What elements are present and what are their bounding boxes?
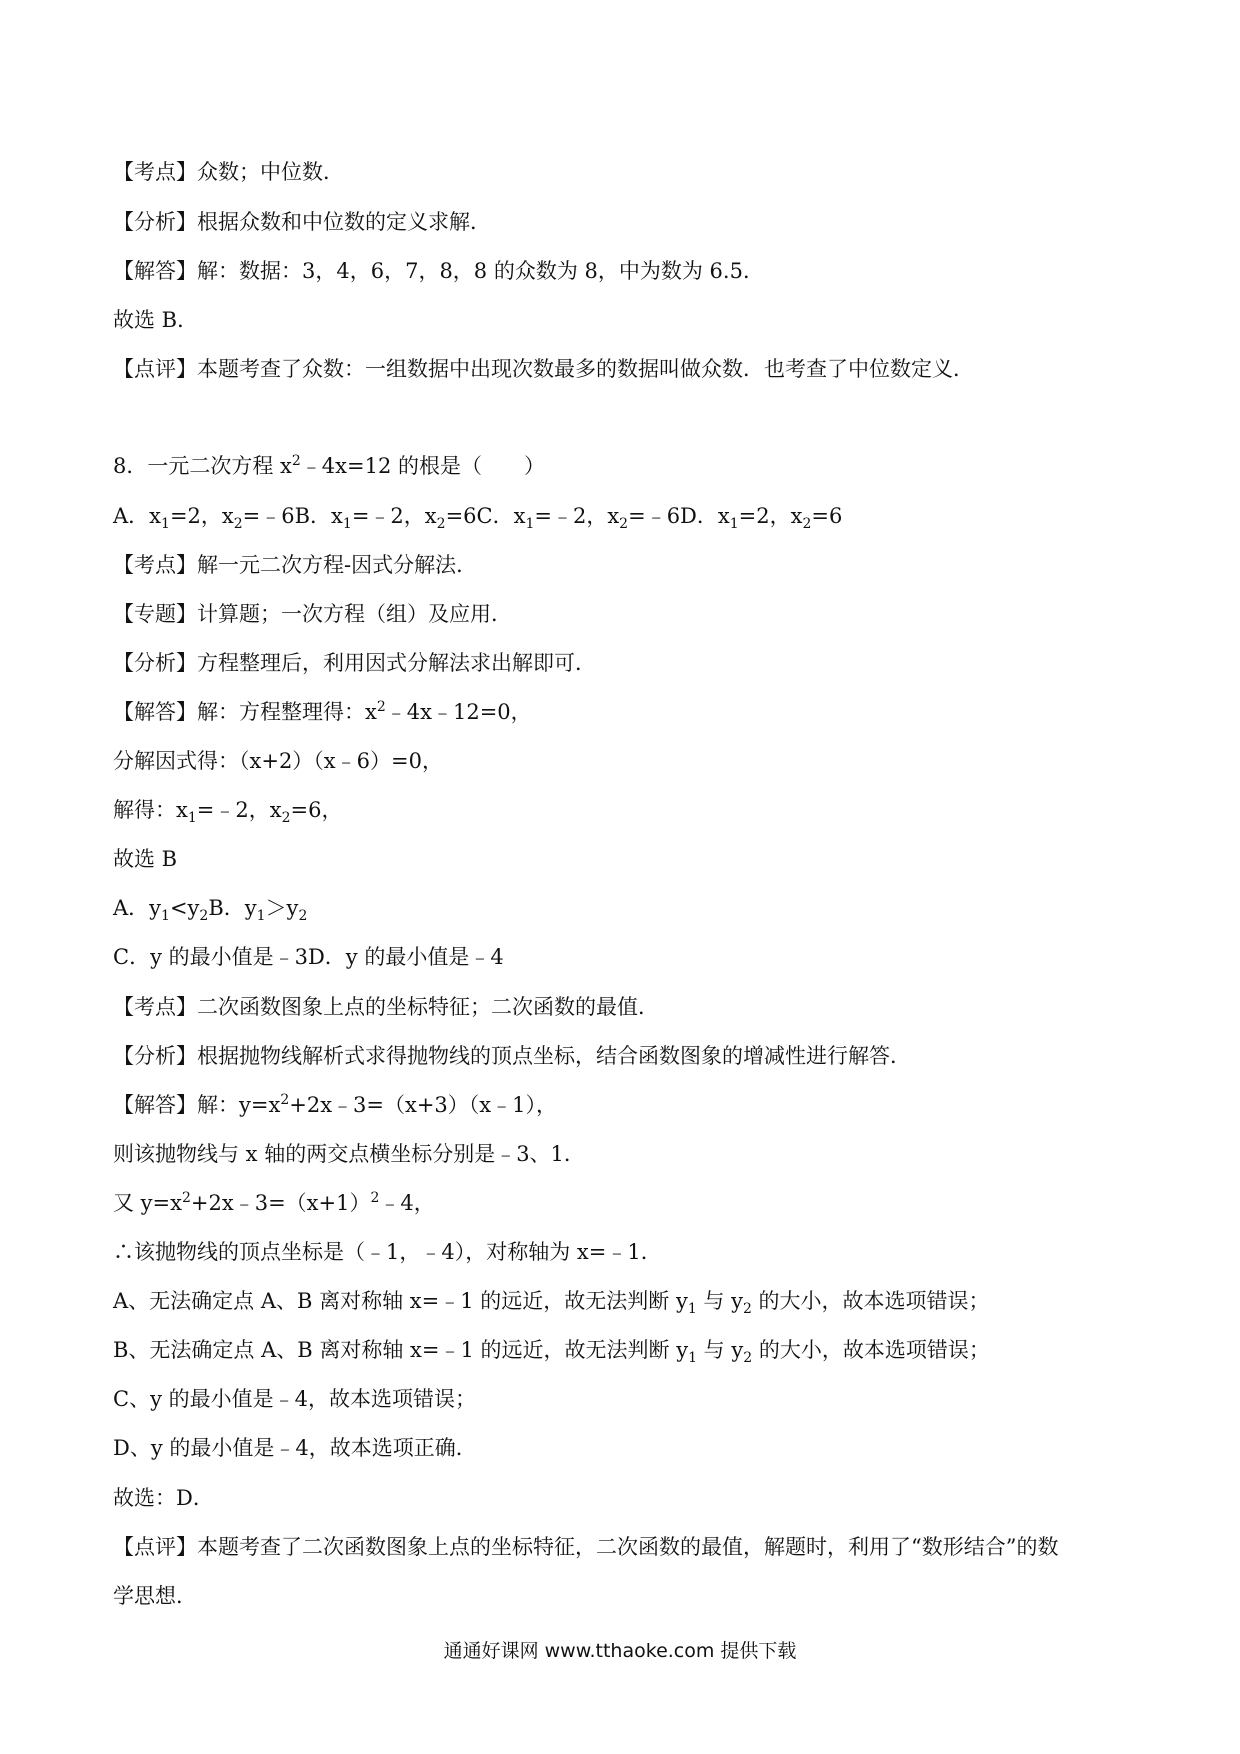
q9-you-c: ﹣4，	[379, 1191, 435, 1215]
q8-options	[113, 502, 843, 533]
q9-you-sup: 2	[181, 1190, 191, 1206]
q7-jieda-text: 【解答】解：数据：3，4，6，7，8，8 的众数为 8，中为数为 6.5．	[113, 259, 764, 283]
q9-jieda-a: 【解答】解：y=x	[113, 1093, 281, 1117]
q8-opt-s6: 2	[619, 516, 629, 533]
q9-b-c: 的大小，故本选项错误；	[752, 1338, 990, 1362]
q9-b-s2: 2	[743, 1350, 753, 1367]
q9-optcd-text: C．y 的最小值是﹣3D．y 的最小值是﹣4	[113, 945, 504, 969]
q7-jieda	[113, 257, 764, 285]
q9-option-a-analysis	[113, 1287, 990, 1318]
q9-optab-b: <y	[169, 896, 200, 920]
q9-a-c: 的大小，故本选项错误；	[751, 1289, 990, 1313]
q9-dianping-1: 【点评】本题考查了二次函数图象上点的坐标特征，二次函数的最值，解题时，利用了“数形结合”的数	[113, 1535, 1059, 1559]
q9-jieda-sup: 2	[280, 1092, 290, 1108]
q9-dingdian-text: ∴该抛物线的顶点坐标是（﹣1，﹣4），对称轴为 x=﹣1．	[113, 1240, 662, 1264]
q8-opt-s3: 1	[342, 516, 352, 533]
q9-you-sup2: 2	[370, 1190, 380, 1206]
q8-opt-p9: =6	[811, 504, 843, 528]
q8-jiede-s1: 1	[187, 810, 197, 827]
q8-opt-s4: 2	[436, 516, 446, 533]
q7-dianping-text: 【点评】本题考查了众数：一组数据中出现次数最多的数据叫做众数．也考查了中位数定义．	[113, 357, 974, 381]
q8-kaodian-text: 【考点】解一元二次方程-因式分解法．	[113, 553, 478, 577]
q9-you-b: +2x﹣3=（x+1）	[190, 1191, 371, 1215]
q8-opt-p1: A．x	[113, 504, 162, 528]
q9-option-d-analysis	[113, 1434, 477, 1462]
q8-zhuanti	[113, 600, 512, 628]
q9-d-text: D、y 的最小值是﹣4，故本选项正确．	[113, 1436, 477, 1460]
q9-fenxi	[113, 1042, 911, 1070]
q9-kaodian	[113, 993, 659, 1021]
q9-b-s1: 1	[688, 1350, 697, 1367]
q8-kaodian	[113, 551, 477, 579]
q9-a-s2: 2	[742, 1301, 752, 1318]
q9-optab-a: A．y	[113, 896, 162, 920]
q7-guxuan	[113, 306, 198, 334]
q8-jieda-sup: 2	[376, 699, 386, 715]
q9-a-a: A、无法确定点 A、B 离对称轴 x=﹣1 的远近，故无法判断 y	[113, 1289, 688, 1313]
q8-opt-p5: =6C．x	[445, 504, 526, 528]
q9-you	[113, 1189, 435, 1217]
q9-kaodian-text: 【考点】二次函数图象上点的坐标特征；二次函数的最值．	[113, 995, 659, 1019]
q8-stem-a: 8．一元二次方程 x	[113, 454, 292, 478]
q8-guxuan	[113, 845, 177, 873]
q7-dianping	[113, 355, 974, 383]
q9-jiaodian	[113, 1140, 585, 1168]
q9-jiaodian-text: 则该抛物线与 x 轴的两交点横坐标分别是﹣3、1．	[113, 1142, 585, 1166]
q7-fenxi-text: 【分析】根据众数和中位数的定义求解．	[113, 210, 491, 234]
q9-c-text: C、y 的最小值是﹣4，故本选项错误；	[113, 1387, 476, 1411]
q8-fenxi	[113, 649, 596, 677]
q9-optab-c: B．y	[208, 896, 257, 920]
q8-opt-s1: 1	[161, 516, 170, 533]
q9-dianping-line2	[113, 1582, 197, 1610]
q9-a-b: 与 y	[696, 1289, 743, 1313]
q9-guxuan-text: 故选：D．	[113, 1486, 214, 1510]
q8-opt-p7: =﹣6D．x	[628, 504, 730, 528]
q8-opt-p8: =2，x	[738, 504, 803, 528]
q8-opt-p2: =2，x	[169, 504, 234, 528]
q8-jiede-b: =﹣2，x	[196, 798, 282, 822]
q9-dianping-line1	[113, 1533, 1058, 1561]
q9-dianping-2: 学思想．	[113, 1584, 197, 1608]
q8-jiede-c: =6，	[290, 798, 343, 822]
q8-opt-s5: 1	[525, 516, 535, 533]
q9-options-ab	[113, 894, 308, 925]
q8-opt-s2: 2	[233, 516, 243, 533]
q7-guxuan-text: 故选 B．	[113, 308, 199, 332]
q9-a-s1: 1	[687, 1301, 697, 1318]
q9-b-a: B、无法确定点 A、B 离对称轴 x=﹣1 的远近，故无法判断 y	[113, 1338, 689, 1362]
q9-jieda-b: +2x﹣3=（x+3）（x﹣1），	[289, 1093, 557, 1117]
q8-jiede-a: 解得：x	[113, 798, 188, 822]
q9-you-a: 又 y=x	[113, 1191, 182, 1215]
q7-kaodian	[113, 158, 344, 186]
q7-fenxi	[113, 208, 491, 236]
q8-fenxi-text: 【分析】方程整理后，利用因式分解法求出解即可．	[113, 651, 596, 675]
q8-jiede	[113, 796, 343, 827]
q8-fenjie-text: 分解因式得：（x+2）（x﹣6）=0，	[113, 749, 443, 773]
q9-optab-s2: 2	[199, 908, 209, 925]
q9-optab-s4: 2	[298, 908, 308, 925]
q8-fenjie	[113, 747, 443, 775]
q8-jieda-b: ﹣4x﹣12=0，	[385, 700, 532, 724]
q8-zhuanti-text: 【专题】计算题；一次方程（组）及应用．	[113, 602, 512, 626]
q9-option-b-analysis	[113, 1336, 990, 1367]
q8-opt-p6: =﹣2，x	[534, 504, 620, 528]
q8-opt-s8: 2	[802, 516, 812, 533]
q8-opt-p3: =﹣6B．x	[242, 504, 343, 528]
q8-opt-p4: =﹣2，x	[351, 504, 437, 528]
q8-guxuan-text: 故选 B	[113, 847, 178, 871]
q8-stem-b: ﹣4x=12 的根是（ ）	[300, 454, 546, 478]
q9-b-b: 与 y	[697, 1338, 744, 1362]
page-footer	[0, 1638, 1240, 1664]
q9-optab-s3: 1	[256, 908, 266, 925]
q8-jieda	[113, 698, 532, 726]
q8-jiede-s2: 2	[281, 810, 291, 827]
q8-stem	[113, 452, 545, 480]
q8-opt-s7: 1	[729, 516, 739, 533]
q9-dingdian	[113, 1238, 662, 1266]
q9-options-cd	[113, 943, 504, 971]
q9-optab-d: ＞y	[265, 896, 299, 920]
q8-stem-sup: 2	[291, 453, 301, 469]
q9-jieda	[113, 1091, 557, 1119]
q8-jieda-a: 【解答】解：方程整理得：x	[113, 700, 377, 724]
q9-option-c-analysis	[113, 1385, 476, 1413]
q9-guxuan	[113, 1484, 214, 1512]
q9-optab-s1: 1	[161, 908, 170, 925]
footer-text: 通通好课网 www.tthaoke.com 提供下载	[443, 1640, 797, 1662]
q9-fenxi-text: 【分析】根据抛物线解析式求得抛物线的顶点坐标，结合函数图象的增减性进行解答．	[113, 1044, 911, 1068]
q7-kaodian-text: 【考点】众数；中位数．	[113, 160, 344, 184]
